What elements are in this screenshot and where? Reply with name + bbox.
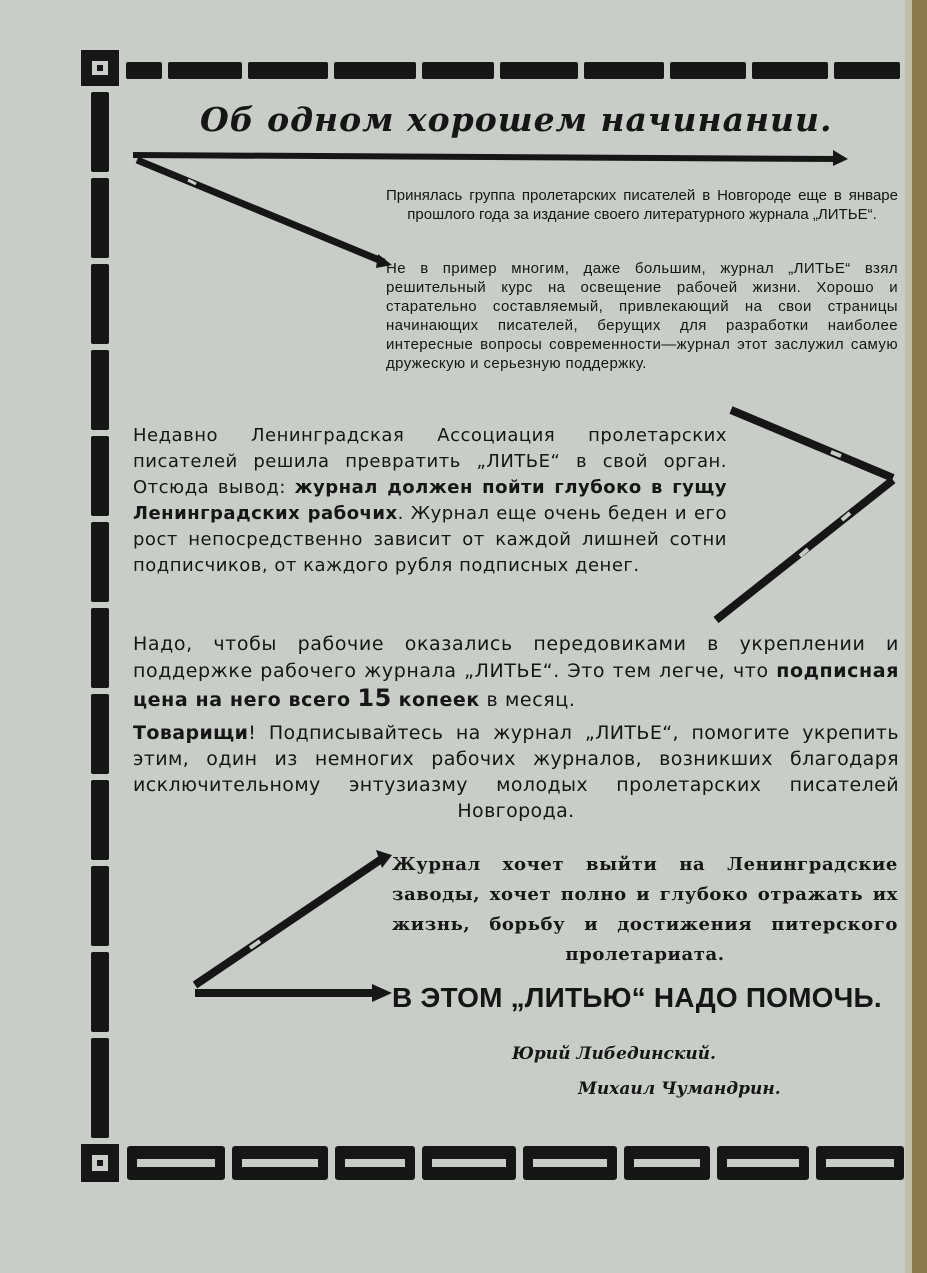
association-lead: Недавно Ленинградская Ассоциация пролетарских писателей решила превратить „ЛИТЬЕ“ в свой орган. Отсюда вывод: [133,425,727,498]
appeal-paragraph [133,720,899,824]
bottom-arrow-decoration [195,850,392,1002]
frame-bottom-border [127,1146,904,1180]
intro-paragraph-2: Не в пример многим, даже большим, журнал „ЛИТЬЕ“ взял решительный курс на освещение рабочей жизни. Хорошо и старательно составляемый, привлекающий на свои страницы начинающих писателей, берущих для разработки наиболее интересные вопросы современности—журнал этот заслужил самую дружескую и серьезную поддержку. [386,260,898,372]
association-tail: . Журнал еще очень беден и его рост непосредственно зависит от каждой лишней сотни подписчиков, от каждого рубля подписных денег. [133,503,728,576]
intro-paragraph-1: Принялась группа пролетарских писателей в Новгороде еще в январе прошлого года за издание своего литературного журнала „ЛИТЬЕ“. [386,187,898,223]
price-number: 15 [357,684,392,712]
signature-2: Михаил Чумандрин. [578,1079,781,1099]
frame-corner-bottom-left [81,1144,119,1182]
price-lead: Надо, чтобы рабочие оказались передовиками в укреплении и поддержке рабочего журнала „ЛИТЬЕ“. Это тем легче, что [133,633,899,682]
appeal-bold: Товарищи [133,722,249,744]
right-arrow-decoration [716,410,893,620]
signature-1: Юрий Либединский. [512,1044,716,1064]
price-tail: в месяц. [479,689,576,711]
slogan: В ЭТОМ „ЛИТЬЮ“ НАДО ПОМОЧЬ. [392,982,882,1013]
appeal-text: ! Подписывайтесь на журнал „ЛИТЬЕ“, помогите укрепить этим, один из немногих рабочих журналов, возникших благодаря исключительному энтузиазму молодых пролетарских писателей Новгорода. [133,722,899,822]
frame-left-border [91,92,109,1138]
frame-corner-top-left [81,50,119,86]
price-bold: подписная цена на него всего [133,660,899,711]
frame-top-border [126,62,900,79]
price-unit: копеек [398,689,480,711]
association-bold: журнал должен пойти глубоко в гущу Ленинградских рабочих [133,477,728,524]
goal-paragraph: Журнал хочет выйти на Ленинградские заводы, хочет полно и глубоко отражать их жизнь, борьбу и достижения питерского пролетариата. [392,854,898,965]
price-paragraph [133,631,899,714]
article-title: Об одном хорошем начинании. [200,100,833,139]
association-paragraph [133,423,727,579]
